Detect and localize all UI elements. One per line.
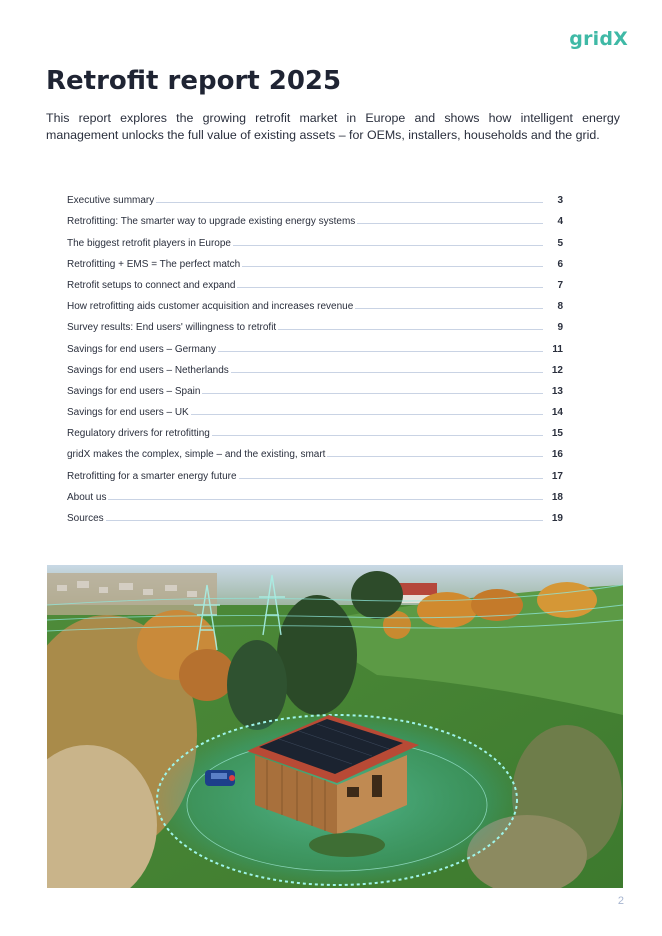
toc-entry[interactable] xyxy=(67,503,563,524)
toc-leader-line xyxy=(327,455,543,457)
toc-entry-label: Savings for end users – Netherlands xyxy=(67,364,229,376)
toc-entry-label: Regulatory drivers for retrofitting xyxy=(67,428,210,440)
toc-entry-page: 19 xyxy=(551,513,563,524)
toc-entry-page: 6 xyxy=(557,258,563,270)
toc-entry-page: 7 xyxy=(557,279,563,291)
toc-entry-label: Retrofitting + EMS = The perfect match xyxy=(67,258,241,270)
toc-entry-label: gridX makes the complex, simple – and the existing, smart xyxy=(67,449,326,461)
toc-leader-line xyxy=(233,244,543,246)
toc-entry-page: 4 xyxy=(557,216,563,228)
toc-entry-page: 16 xyxy=(551,449,563,461)
toc-entry[interactable] xyxy=(67,312,563,333)
toc-leader-line xyxy=(239,477,543,479)
page-number: 2 xyxy=(617,895,624,907)
toc-entry-label: The biggest retrofit players in Europe xyxy=(67,237,231,249)
toc-entry-page: 14 xyxy=(551,407,563,419)
toc-entry-page: 12 xyxy=(551,364,563,376)
toc-entry-page: 9 xyxy=(557,322,563,334)
toc-entry[interactable] xyxy=(67,333,563,354)
toc-entry[interactable] xyxy=(67,227,563,248)
page-title: Retrofit report 2025 xyxy=(46,66,342,96)
toc-entry-page: 18 xyxy=(551,491,563,503)
toc-leader-line xyxy=(212,434,543,436)
toc-leader-line xyxy=(355,307,543,309)
toc-entry[interactable] xyxy=(67,460,563,481)
toc-leader-line xyxy=(191,413,543,415)
toc-leader-line xyxy=(108,498,543,500)
toc-entry[interactable] xyxy=(67,397,563,418)
toc-entry-page: 5 xyxy=(557,237,563,249)
toc-entry[interactable] xyxy=(67,418,563,439)
toc-entry-page: 3 xyxy=(557,195,563,207)
toc-entry-page: 8 xyxy=(557,301,563,313)
toc-entry-label: Sources xyxy=(67,513,104,524)
toc-entry-label: Survey results: End users' willingness to retrofit xyxy=(67,322,277,334)
toc-leader-line xyxy=(156,201,543,203)
toc-entry-page: 17 xyxy=(551,470,563,482)
toc-leader-line xyxy=(106,519,543,521)
toc-entry-page: 13 xyxy=(551,385,563,397)
toc-entry-label: Retrofitting: The smarter way to upgrade existing energy systems xyxy=(67,216,356,228)
toc-entry[interactable] xyxy=(67,185,563,206)
toc-entry-label: Savings for end users – Spain xyxy=(67,385,201,397)
toc-entry-label: Executive summary xyxy=(67,195,155,207)
toc-leader-line xyxy=(237,286,543,288)
toc-entry-label: Retrofit setups to connect and expand xyxy=(67,279,236,291)
toc-entry[interactable] xyxy=(67,482,563,503)
toc-entry-label: About us xyxy=(67,491,107,503)
toc-entry-label: Retrofitting for a smarter energy future xyxy=(67,470,237,482)
toc-entry-page: 11 xyxy=(552,343,563,355)
table-of-contents xyxy=(67,185,563,524)
toc-entry[interactable] xyxy=(67,249,563,270)
toc-entry[interactable] xyxy=(67,291,563,312)
toc-entry[interactable] xyxy=(67,439,563,460)
toc-entry[interactable] xyxy=(67,270,563,291)
toc-entry-label: Savings for end users – Germany xyxy=(67,343,216,355)
toc-leader-line xyxy=(242,265,543,267)
aerial-house-photo xyxy=(47,565,623,888)
toc-leader-line xyxy=(278,328,543,330)
toc-entry-label: Savings for end users – UK xyxy=(67,407,189,419)
toc-leader-line xyxy=(357,222,543,224)
toc-entry[interactable] xyxy=(67,376,563,397)
toc-entry-page: 15 xyxy=(551,428,563,440)
toc-entry[interactable] xyxy=(67,206,563,227)
toc-leader-line xyxy=(218,350,543,352)
gridx-logo: gridX xyxy=(569,28,628,50)
toc-entry[interactable] xyxy=(67,355,563,376)
toc-leader-line xyxy=(202,392,543,394)
toc-entry-label: How retrofitting aids customer acquisition and increases revenue xyxy=(67,301,354,313)
intro-paragraph: This report explores the growing retrofit market in Europe and shows how intelligent energy management unlocks the full value of existing assets – for OEMs, installers, households and the grid. xyxy=(46,111,620,142)
toc-leader-line xyxy=(231,371,543,373)
